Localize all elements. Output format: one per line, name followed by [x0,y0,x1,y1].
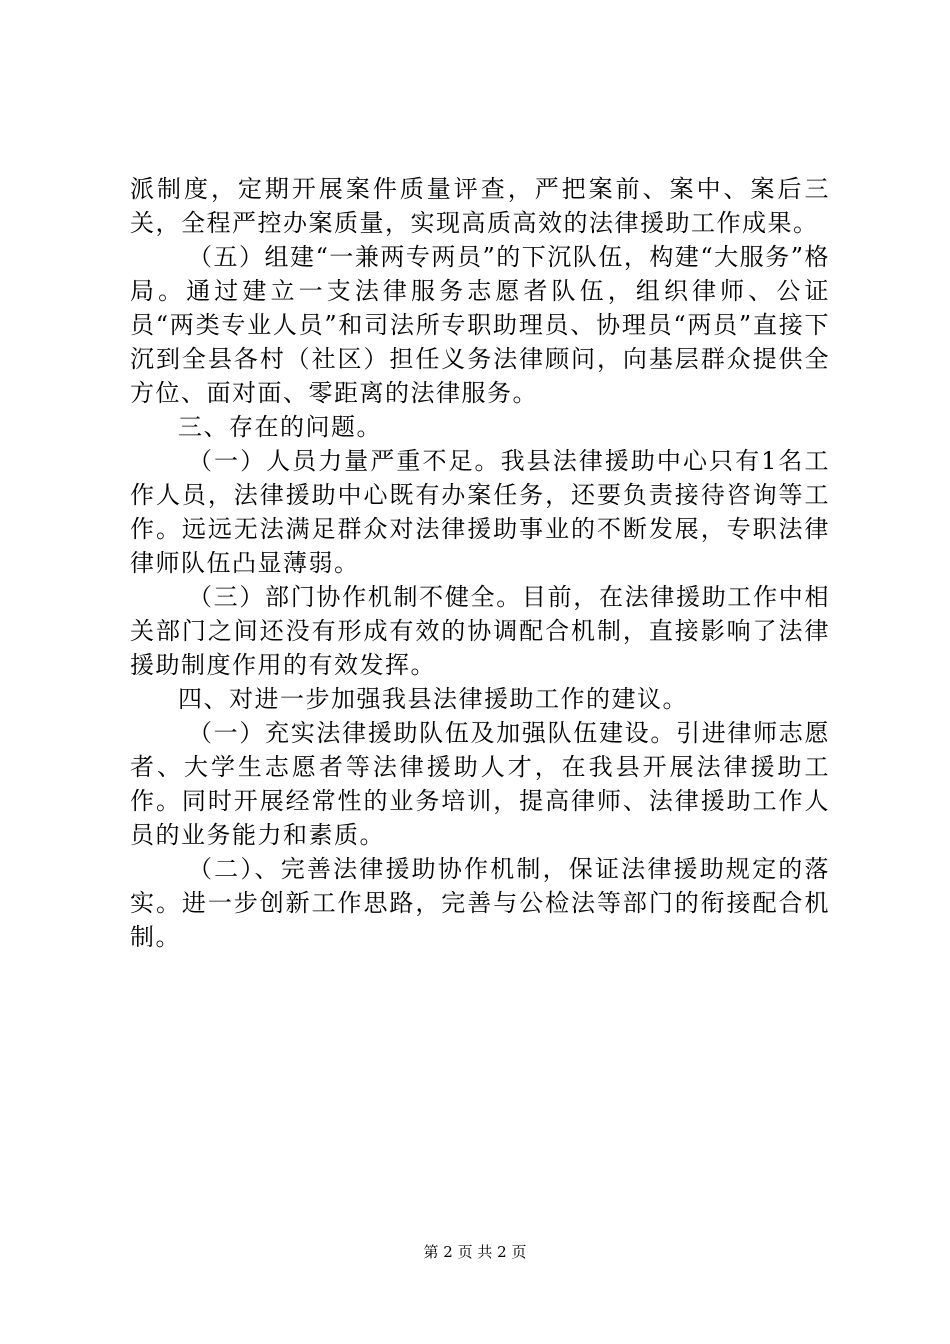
section-heading-four: 四、对进一步加强我县法律援助工作的建议。 [178,685,688,713]
document-body [130,172,830,954]
paragraph-continuation: 派制度，定期开展案件质量评查，严把案前、案中、案后三关，全程严控办案质量，实现高质高效的法律援助工作成果。 [130,175,830,237]
paragraph-item-five: （五）组建“一兼两专两员”的下沉队伍，构建“大服务”格局。通过建立一支法律服务志愿者队伍，组织律师、公证员“两类专业人员”和司法所专职助理员、协理员“两员”直接下沉到全县各村（社区）担任义务法律顾问，向基层群众提供全方位、面对面、零距离的法律服务。 [130,243,830,407]
paragraph-suggestion-one: （一）充实法律援助队伍及加强队伍建设。引进律师志愿者、大学生志愿者等法律援助人才，在我县开展法律援助工作。同时开展经常性的业务培训，提高律师、法律援助工作人员的业务能力和素质。 [130,719,830,849]
section-heading-three: 三、存在的问题。 [178,413,382,441]
paragraph-problem-one: （一）人员力量严重不足。我县法律援助中心只有1名工作人员，法律援助中心既有办案任务，还要负责接待咨询等工作。远远无法满足群众对法律援助事业的不断发展，专职法律律师队伍凸显薄弱。 [130,447,830,577]
paragraph-suggestion-two: （二）、完善法律援助协作机制，保证法律援助规定的落实。进一步创新工作思路，完善与公检法等部门的衔接配合机制。 [130,855,830,951]
paragraph-problem-three: （三）部门协作机制不健全。目前，在法律援助工作中相关部门之间还没有形成有效的协调配合机制，直接影响了法律援助制度作用的有效发挥。 [130,583,830,679]
page-number: 第 2 页 共 2 页 [423,1243,527,1261]
